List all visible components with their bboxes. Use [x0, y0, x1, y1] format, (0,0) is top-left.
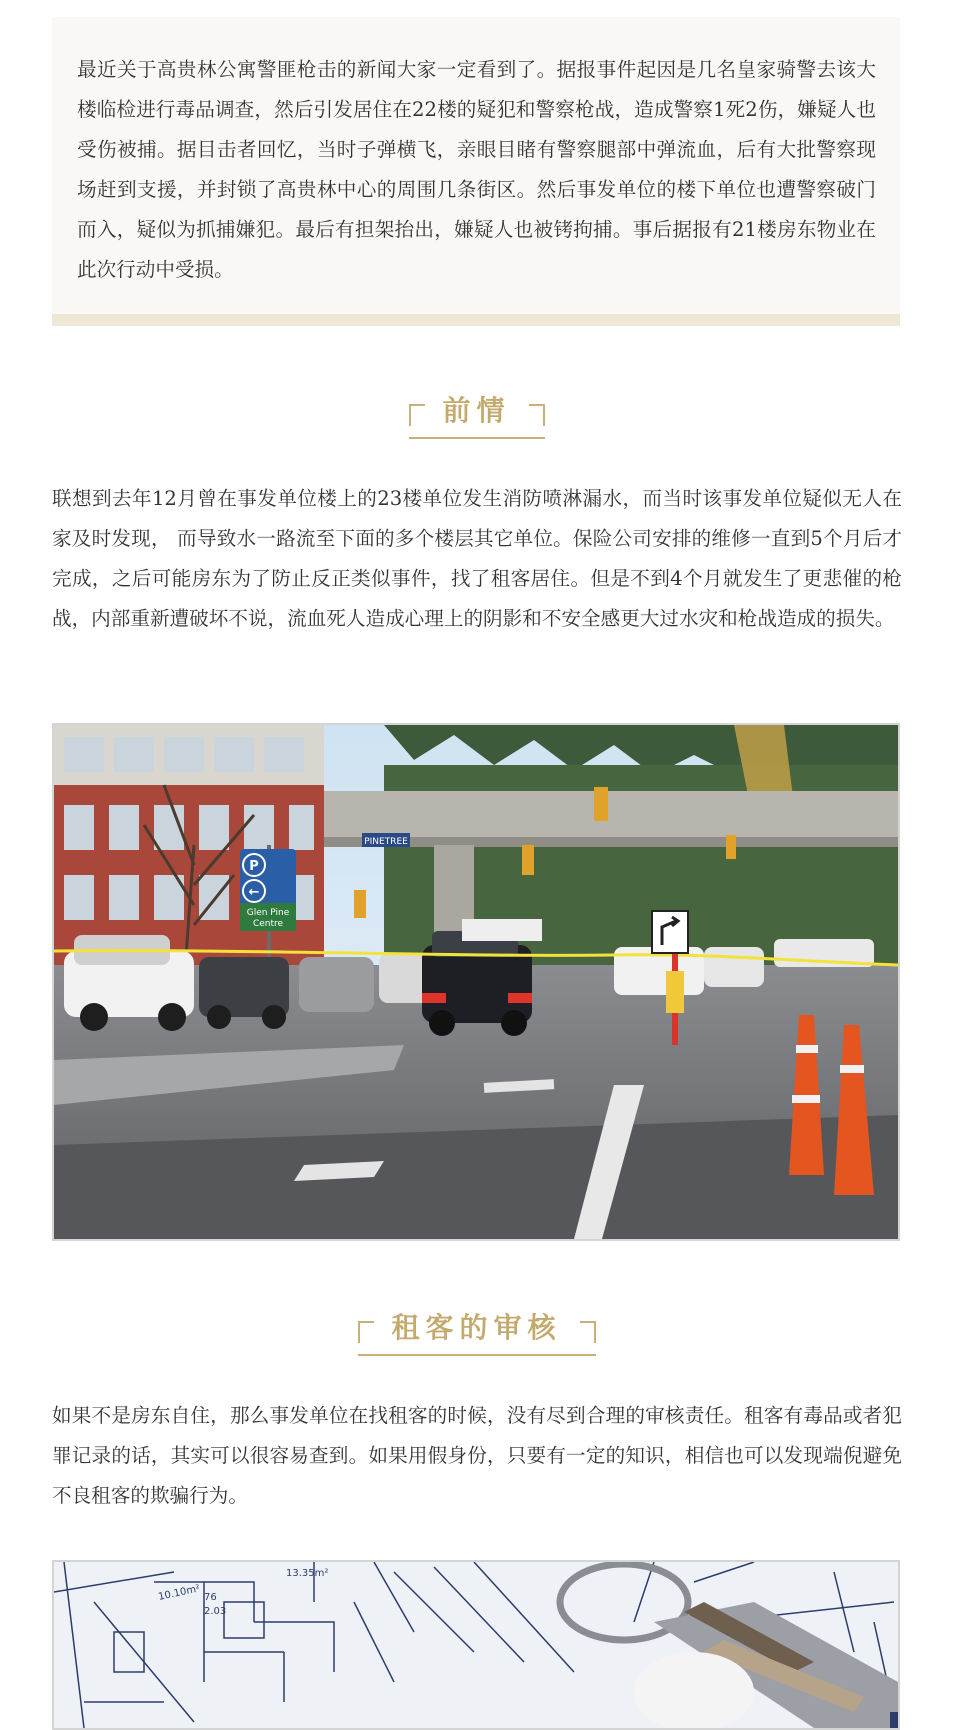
heading-underline [358, 1354, 596, 1356]
intro-quote-box [52, 17, 900, 326]
svg-text:Glen Pine: Glen Pine [246, 908, 290, 918]
section-heading-background [0, 389, 953, 439]
heading-frame-left [409, 404, 425, 426]
section-title-background: 前情 [442, 394, 511, 427]
section-title-tenant-screening: 租客的审核 [391, 1311, 562, 1344]
background-paragraph: 联想到去年12月曾在事发单位楼上的23楼单位发生消防喷淋漏水，而当时该事发单位疑似无人在家及时发现， 而导致水一路流至下面的多个楼层其它单位。保险公司安排的维修一直到5个月后才完成，之后可能房东为了防止反正类似事件，找了租客居住。但是不到4个月就发生了更悲催的枪战，内部重新遭破坏不说，流血死人造成心理上的阴影和不安全感更大过水灾和枪战造成的损失。 [52, 487, 902, 630]
svg-text:PINETREE: PINETREE [364, 837, 408, 847]
svg-text:2.03: 2.03 [204, 1606, 227, 1617]
heading-frame-right [580, 1321, 596, 1343]
heading-frame-left [358, 1321, 374, 1343]
intro-paragraph: 最近关于高贵林公寓警匪枪击的新闻大家一定看到了。据报事件起因是几名皇家骑警去该大楼临检进行毒品调查，然后引发居住在22楼的疑犯和警察枪战，造成警察1死2伤，嫌疑人也受伤被捕。据目击者回忆，当时子弹横飞，亲眼目睹有警察腿部中弹流血，后有大批警察现场赶到支援，并封锁了高贵林中心的周围几条街区。然后事发单位的楼下单位也遭警察破门而入，疑似为抓捕嫌犯。最后有担架抬出，嫌疑人也被铐拘捕。事后据报有21楼房东物业在此次行动中受损。 [77, 58, 876, 281]
heading-underline [409, 437, 545, 439]
svg-text:P: P [249, 859, 259, 874]
svg-text:13.35m²: 13.35m² [286, 1568, 329, 1579]
svg-text:Centre: Centre [252, 919, 284, 929]
svg-text:10.10m²: 10.10m² [157, 1583, 202, 1603]
section-heading-tenant-screening [0, 1306, 953, 1356]
svg-text:←: ← [248, 885, 260, 900]
blueprint-keys-photo [52, 1560, 900, 1730]
svg-text:76: 76 [204, 1592, 217, 1603]
heading-frame [409, 389, 545, 439]
heading-frame-right [529, 404, 545, 426]
police-scene-photo [52, 723, 900, 1241]
heading-frame [358, 1306, 596, 1356]
tenant-screening-paragraph: 如果不是房东自住，那么事发单位在找租客的时候，没有尽到合理的审核责任。租客有毒品或者犯罪记录的话，其实可以很容易查到。如果用假身份，只要有一定的知识，相信也可以发现端倪避免不良租客的欺骗行为。 [52, 1404, 902, 1507]
